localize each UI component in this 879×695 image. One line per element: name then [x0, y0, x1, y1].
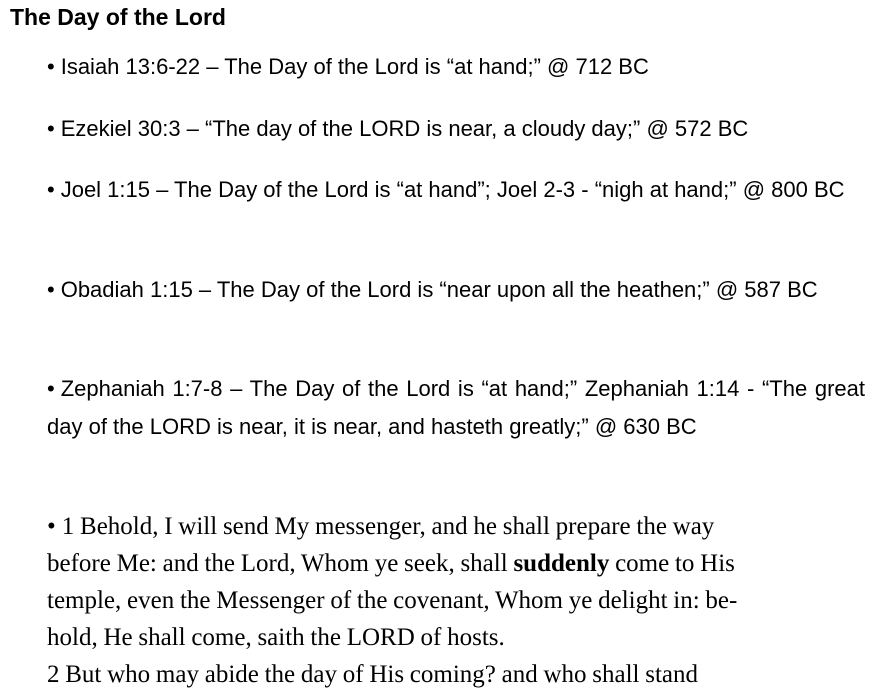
scripture-text: 1 Behold, I will send My messenger, and he shall prepare the way	[61, 513, 715, 540]
scripture-line-2	[47, 545, 865, 582]
scripture-line-1	[47, 508, 865, 545]
scripture-line-4: hold, He shall come, saith the LORD of hosts.	[47, 624, 505, 651]
list-item-ezekiel	[47, 110, 865, 148]
list-item-text: Zephaniah 1:7-8 – The Day of the Lord is “at hand;” Zephaniah 1:14 - “The great day of the LORD is near, it is near, and hasteth greatly;” @ 630 BC	[47, 376, 865, 439]
list-item-obadiah	[47, 271, 865, 309]
list-item-isaiah	[47, 48, 865, 86]
bullet-icon: •	[47, 277, 55, 302]
scripture-text: come to His	[609, 550, 735, 577]
scripture-line-5: 2 But who may abide the day of His coming? and who shall stand	[47, 661, 699, 688]
list-item-text: Obadiah 1:15 – The Day of the Lord is “near upon all the heathen;” @ 587 BC	[60, 277, 818, 302]
list-item-zephaniah	[47, 370, 865, 446]
scripture-text: before Me: and the Lord, Whom ye seek, shall	[47, 550, 514, 577]
list-item-joel	[47, 171, 865, 209]
list-item-text: Ezekiel 30:3 – “The day of the LORD is near, a cloudy day;” @ 572 BC	[60, 116, 749, 141]
bullet-icon: •	[47, 177, 55, 202]
bullet-icon: •	[47, 376, 55, 401]
page-title: The Day of the Lord	[10, 4, 226, 30]
list-item-text: Isaiah 13:6-22 – The Day of the Lord is “at hand;” @ 712 BC	[60, 54, 649, 79]
scripture-passage	[47, 508, 865, 693]
scripture-line-3: temple, even the Messenger of the covenant, Whom ye delight in: be-	[47, 587, 738, 614]
list-item-text: Joel 1:15 – The Day of the Lord is “at hand”; Joel 2-3 - “nigh at hand;” @ 800 BC	[60, 177, 845, 202]
emphasis-word: suddenly	[513, 550, 610, 577]
bullet-icon: •	[47, 116, 55, 141]
bullet-icon: •	[47, 54, 55, 79]
bullet-icon: •	[47, 513, 56, 540]
